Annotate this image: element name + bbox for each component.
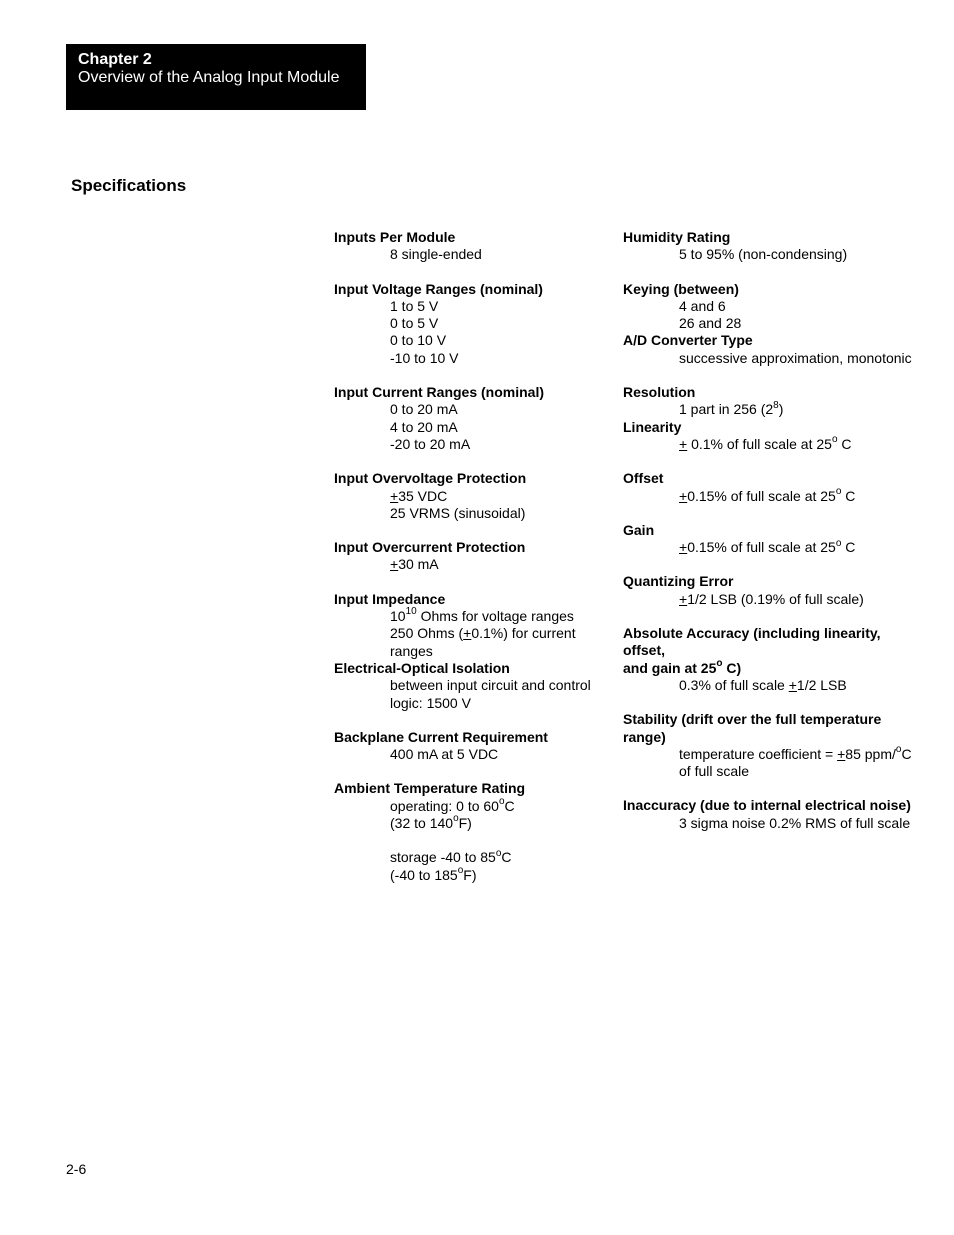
spec-value-text: C [501,849,512,866]
spec-input-overcurrent-protection [334,539,614,574]
spec-value: 3 sigma noise 0.2% RMS of full scale [679,814,911,831]
spec-value: 4 to 20 mA [390,418,458,435]
degree-symbol: o [495,847,502,859]
specs-left-column [334,229,614,884]
spec-electrical-optical-isolation [334,660,614,712]
plus-minus-symbol: + [390,487,399,504]
spec-value: -10 to 10 V [390,349,459,366]
degree-symbol: o [453,813,459,825]
spec-input-voltage-ranges [334,281,614,367]
spec-value: 4 and 6 [679,297,726,314]
spec-value-text: 85 ppm/ [845,745,896,762]
spec-value-text: 1 part in 256 (2 [679,401,774,418]
spec-resolution [623,384,923,419]
spec-value-text: (32 to 140 [390,815,454,832]
spec-value-text: 250 Ohms ( [390,625,464,642]
spec-value-text: 0.15% of full scale at 25 [687,539,836,556]
spec-value-text: temperature coefficient = [679,745,838,762]
spec-input-overvoltage-protection [334,470,614,522]
spec-label: Input Impedance [334,590,446,607]
spec-value [334,798,614,815]
spec-label: Gain [623,521,655,538]
spec-label: Stability (drift over the full temperature [623,711,882,728]
spec-value [334,849,614,866]
spec-value: 0 to 10 V [390,332,447,349]
spec-value: successive approximation, monotonic [679,349,912,366]
spec-label: Input Overcurrent Protection [334,539,526,556]
degree-symbol: o [895,744,902,756]
degree-symbol: o [716,657,723,669]
spec-value: 26 and 28 [679,315,742,332]
spec-quantizing-error [623,573,923,608]
spec-value-text: (-40 to 185 [390,866,458,883]
spec-linearity [623,419,923,454]
spec-value-text: 0.1%) for current ranges [390,625,576,659]
spec-stability [623,711,923,780]
spec-label: Linearity [623,418,682,435]
spec-value [334,488,614,505]
spec-value [623,746,923,763]
degree-symbol: o [831,434,838,446]
spec-inaccuracy [623,797,923,832]
chapter-header [66,44,366,110]
spec-value-text: C [841,487,856,504]
spec-value-text: 30 mA [398,556,439,573]
spec-label: range) [623,728,666,745]
spec-value-text: 0.1% of full scale at 25 [687,435,832,452]
section-title: Specifications [71,176,187,195]
spec-label: Electrical-Optical Isolation [334,659,510,676]
spec-value-text: 0.15% of full scale at 25 [687,487,836,504]
spec-backplane-current [334,729,614,764]
chapter-title: Overview of the Analog Input Module [78,69,340,86]
degree-symbol: o [457,864,464,876]
spec-value [623,485,923,505]
spec-label: Offset [623,470,664,487]
spec-value [623,401,923,418]
spec-label: Inputs Per Module [334,229,456,245]
spec-input-impedance [334,591,614,660]
spec-label-text: C) [722,659,742,676]
spec-value-text: F) [463,866,477,883]
spec-label: Input Current Ranges (nominal) [334,384,544,401]
spec-label: A/D Converter Type [623,332,753,349]
spec-value-text: C [837,435,852,452]
spec-label-text: and gain at 25 [623,659,717,676]
spec-value: 25 VRMS (sinusoidal) [390,504,526,521]
spec-input-current-ranges [334,384,614,453]
spec-value-text: operating: 0 to 60 [390,797,499,814]
spec-value: -20 to 20 mA [390,435,471,452]
spec-value-text: C [504,797,515,814]
spec-value-text: storage -40 to 85 [390,849,496,866]
spec-value: 1 to 5 V [390,297,439,314]
spec-value-text: 1/2 LSB [796,676,847,693]
spec-label: Backplane Current Requirement [334,728,548,745]
spec-value-text: C [901,745,912,762]
specs-right-column [623,229,923,832]
spec-value-text: 0.3% of full scale [679,676,789,693]
spec-value [334,608,614,625]
spec-value: between input circuit and control [390,677,591,694]
spec-value: 8 single-ended [390,246,482,263]
spec-value-text: ) [778,401,784,418]
plus-minus-symbol: + [390,556,399,573]
spec-label: Resolution [623,384,696,401]
plus-minus-symbol: + [679,435,688,452]
plus-minus-symbol: + [463,625,472,642]
degree-symbol: o [498,796,505,808]
spec-value-text: 1/2 LSB (0.19% of full scale) [687,590,864,607]
spec-value [334,815,614,832]
spec-value: of full scale [679,763,750,780]
spec-value: 400 mA at 5 VDC [390,746,499,763]
spec-ad-converter-type [623,332,923,367]
plus-minus-symbol: + [679,590,688,607]
chapter-label: Chapter 2 [78,51,152,68]
spec-value-text: 35 VDC [398,487,448,504]
spec-value-text: F) [458,815,472,832]
spec-label: Keying (between) [623,280,739,297]
spec-label: Absolute Accuracy (including linearity, offset, [623,625,881,659]
plus-minus-symbol: + [837,745,846,762]
page-number: 2-6 [66,1161,87,1177]
degree-symbol: o [835,537,842,549]
spec-value-text: Ohms for voltage ranges [416,608,574,625]
spec-value [334,625,614,660]
spec-label: Quantizing Error [623,573,734,590]
exponent: 10 [405,606,417,618]
spec-value-text: 10 [390,608,406,625]
spec-gain [623,522,923,557]
spec-humidity-rating [623,229,923,264]
exponent: 8 [773,399,779,411]
spec-inputs-per-module [334,229,614,264]
spec-value [623,436,923,453]
degree-symbol: o [835,485,842,497]
spec-label: Inaccuracy (due to internal electrical noise) [623,797,911,814]
spec-value-text: C [841,539,856,556]
spec-label [623,657,923,677]
spec-offset [623,470,923,505]
spec-value: 0 to 5 V [390,315,439,332]
spec-value [623,677,923,694]
spec-value: 5 to 95% (non-condensing) [679,246,848,263]
plus-minus-symbol: + [679,539,688,556]
plus-minus-symbol: + [788,676,797,693]
plus-minus-symbol: + [679,487,688,504]
spec-value: 0 to 20 mA [390,401,458,418]
spec-value [623,539,923,556]
spec-label: Humidity Rating [623,229,731,245]
spec-label: Input Voltage Ranges (nominal) [334,280,543,297]
spec-label: Input Overvoltage Protection [334,470,527,487]
spec-value [334,864,614,884]
spec-value [334,556,614,573]
spec-ambient-temperature [334,780,614,883]
spec-absolute-accuracy [623,625,923,694]
spec-value [623,591,923,608]
spec-keying [623,281,923,333]
spec-label: Ambient Temperature Rating [334,780,526,797]
spec-value: logic: 1500 V [390,694,471,711]
